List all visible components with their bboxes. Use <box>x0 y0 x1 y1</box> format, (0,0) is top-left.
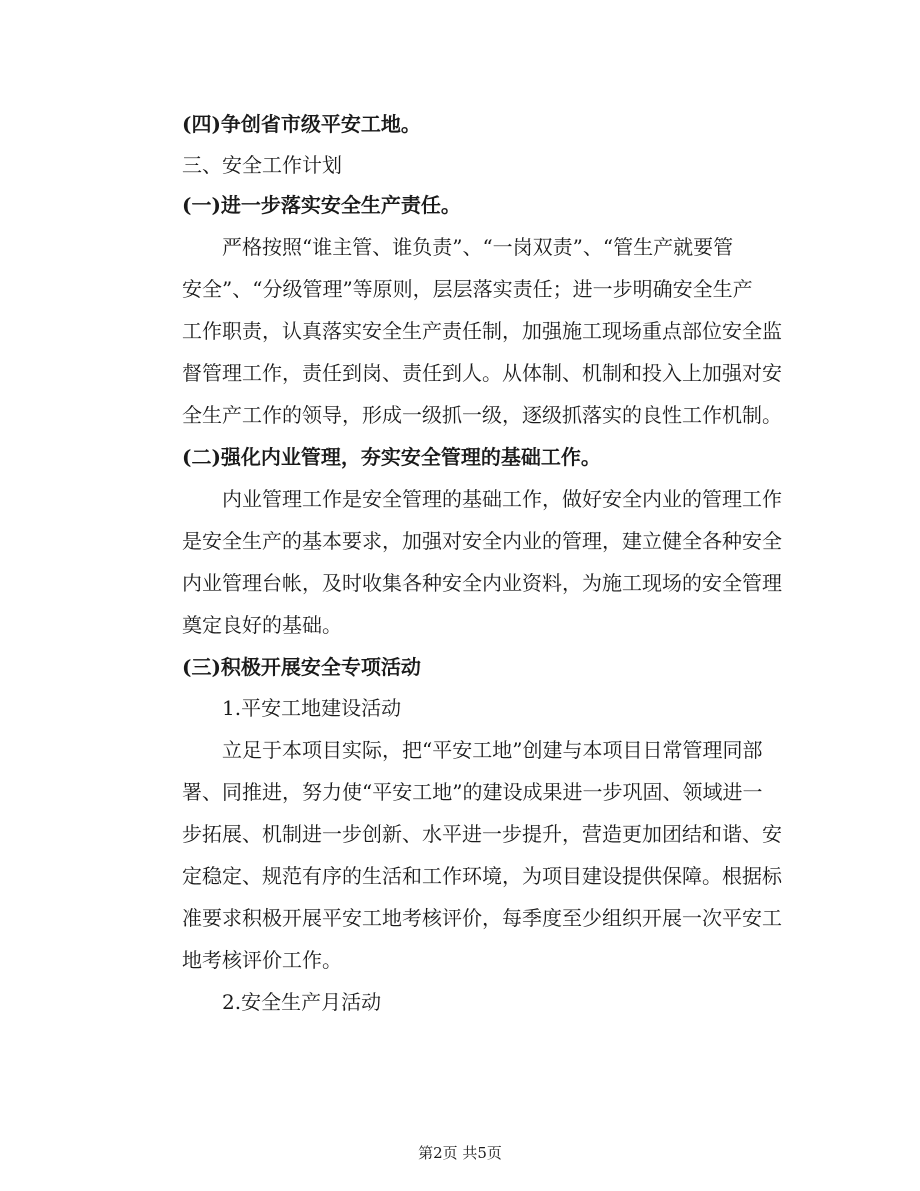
paragraph-line: 定稳定、规范有序的生活和工作环境，为项目建设提供保障。根据标 <box>182 864 782 888</box>
paragraph-line: 准要求积极开展平安工地考核评价，每季度至少组织开展一次平安工 <box>182 906 782 930</box>
heading-four: (四)争创省市级平安工地。 <box>182 112 421 136</box>
paragraph-line: 工作职责，认真落实安全生产责任制，加强施工现场重点部位安全监 <box>182 319 782 343</box>
paragraph-line: 奠定良好的基础。 <box>182 613 342 637</box>
paragraph-line: 步拓展、机制进一步创新、水平进一步提升，营造更加团结和谐、安 <box>182 822 782 846</box>
paragraph-line: 地考核评价工作。 <box>182 948 342 972</box>
paragraph-line: 是安全生产的基本要求，加强对安全内业的管理，建立健全各种安全 <box>182 529 782 553</box>
paragraph-line: 内业管理台帐，及时收集各种安全内业资料，为施工现场的安全管理 <box>182 571 782 595</box>
subsection-one-title: (一)进一步落实安全生产责任。 <box>182 193 461 217</box>
paragraph-line: 安全”、“分级管理”等原则，层层落实责任；进一步明确安全生产 <box>182 277 753 301</box>
list-item-one: 1.平安工地建设活动 <box>222 696 402 720</box>
section-heading-three: 三、安全工作计划 <box>182 153 342 177</box>
paragraph-line: 全生产工作的领导，形成一级抓一级，逐级抓落实的良性工作机制。 <box>182 403 782 427</box>
subsection-two-title: (二)强化内业管理，夯实安全管理的基础工作。 <box>182 445 601 469</box>
paragraph-line: 署、同推进，努力使“平安工地”的建设成果进一步巩固、领域进一 <box>182 780 763 804</box>
list-item-two: 2.安全生产月活动 <box>222 990 382 1014</box>
page-number-footer: 第2页 共5页 <box>418 1144 502 1162</box>
paragraph-line: 督管理工作，责任到岗、责任到人。从体制、机制和投入上加强对安 <box>182 361 782 385</box>
paragraph-line: 内业管理工作是安全管理的基础工作，做好安全内业的管理工作 <box>222 487 782 511</box>
paragraph-line: 严格按照“谁主管、谁负责”、“一岗双责”、“管生产就要管 <box>222 235 734 259</box>
paragraph-line: 立足于本项目实际，把“平安工地”创建与本项目日常管理同部 <box>222 738 763 762</box>
subsection-three-title: (三)积极开展安全专项活动 <box>182 655 421 679</box>
